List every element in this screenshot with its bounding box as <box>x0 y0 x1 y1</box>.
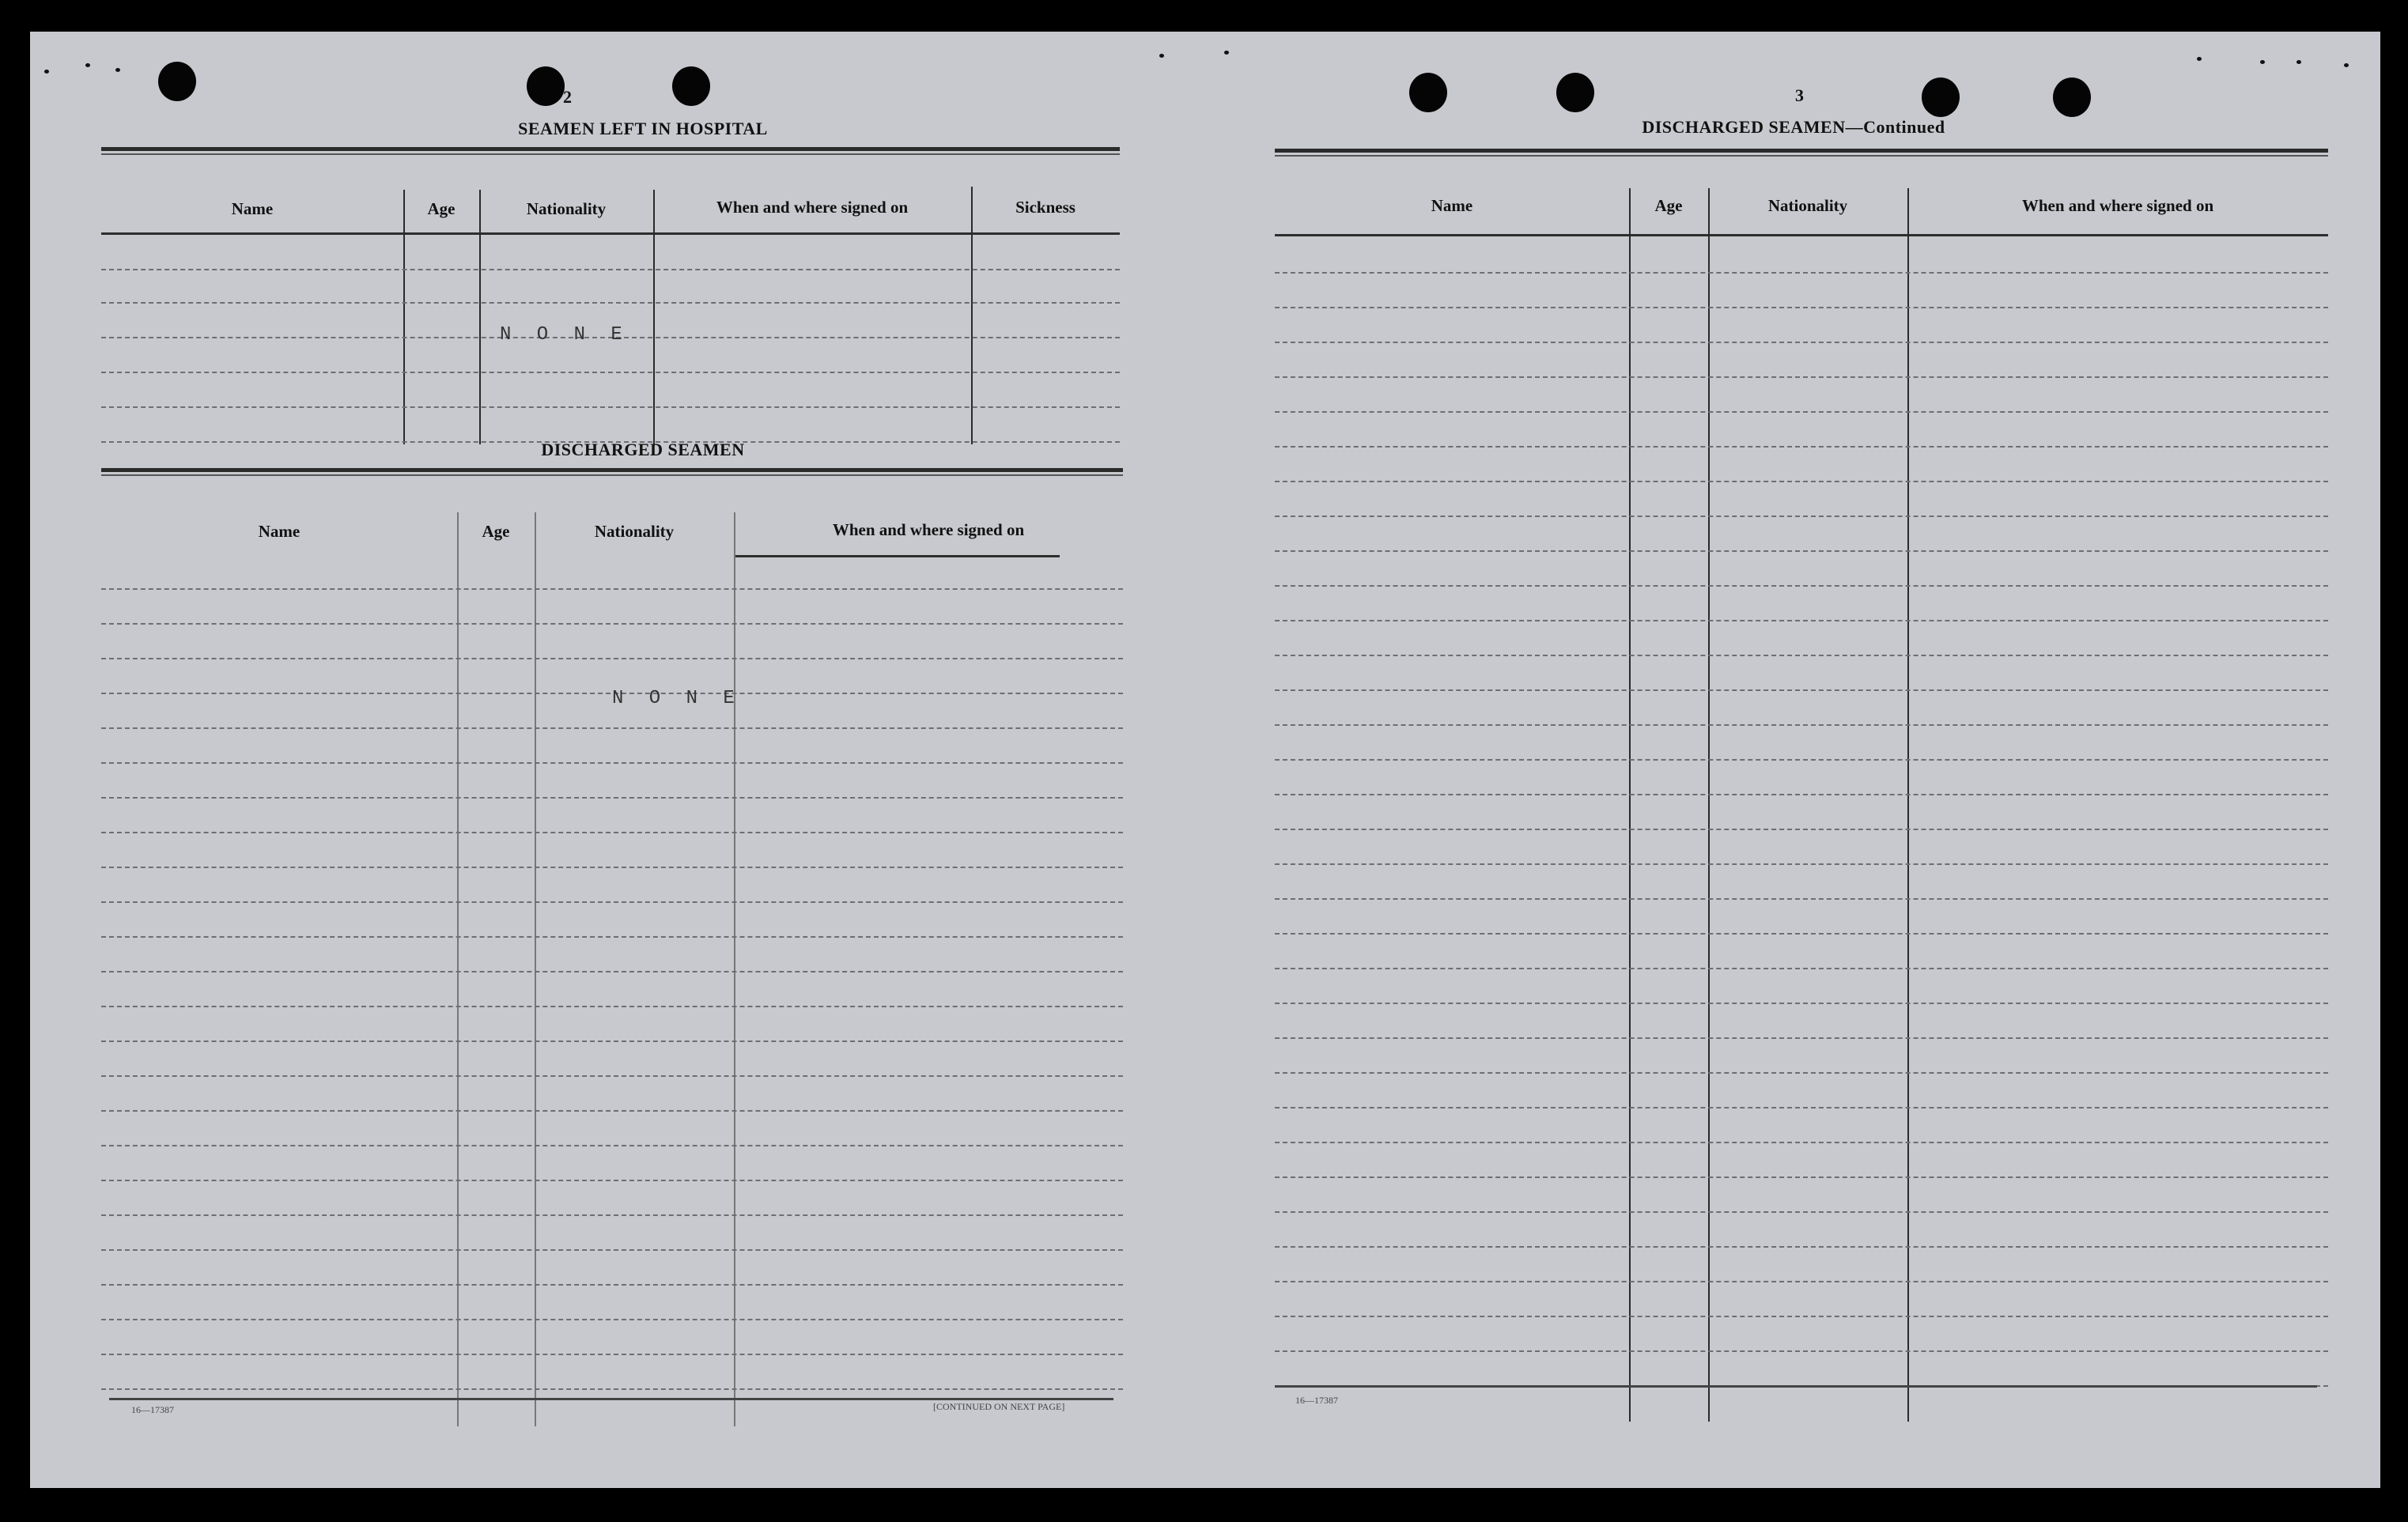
discharged-table <box>101 468 1123 1433</box>
discharged-continued-table <box>1275 149 2328 1429</box>
col-header-age: Age <box>1654 196 1683 215</box>
page-number-right: 3 <box>1795 85 1804 105</box>
col-header-when-where: When and where signed on <box>2021 196 2214 215</box>
discharged-continued-title: DISCHARGED SEAMEN—Continued <box>1642 117 1945 137</box>
footer-code-right: 16—17387 <box>1295 1395 1338 1406</box>
col-header-sickness: Sickness <box>1015 198 1075 217</box>
speck <box>2296 60 2301 64</box>
hospital-table <box>101 147 1120 448</box>
page-number-left: 2 <box>563 87 572 107</box>
speck <box>85 63 90 67</box>
col-header-name: Name <box>231 199 274 218</box>
speck <box>2197 57 2202 61</box>
punch-hole <box>672 66 710 106</box>
speck <box>1159 54 1164 58</box>
bottom-rule-right <box>1275 1385 2317 1388</box>
speck <box>2260 60 2265 64</box>
col-header-name: Name <box>258 522 301 541</box>
speck <box>1224 51 1229 55</box>
punch-hole <box>1556 73 1594 112</box>
bottom-rule-left <box>109 1398 1113 1400</box>
hospital-none-entry: N O N E <box>500 324 629 346</box>
col-header-nationality: Nationality <box>526 199 607 218</box>
punch-hole <box>1922 77 1960 117</box>
col-header-when-where: When and where signed on <box>716 198 909 217</box>
speck <box>115 68 120 72</box>
col-header-nationality: Nationality <box>594 522 675 541</box>
col-header-name: Name <box>1431 196 1473 215</box>
col-header-nationality: Nationality <box>1767 196 1848 215</box>
speck <box>44 70 49 74</box>
document-sheet <box>30 32 2380 1488</box>
speck <box>2344 63 2349 67</box>
footer-code-left: 16—17387 <box>131 1404 174 1415</box>
punch-hole <box>2053 77 2091 117</box>
discharged-section-title: DISCHARGED SEAMEN <box>541 440 745 459</box>
footer-continued: [CONTINUED ON NEXT PAGE] <box>933 1401 1065 1412</box>
punch-hole <box>1409 73 1447 112</box>
punch-hole <box>158 62 196 101</box>
hospital-section-title: SEAMEN LEFT IN HOSPITAL <box>518 119 768 138</box>
col-header-age: Age <box>482 522 510 541</box>
discharged-none-entry: N O N E <box>612 688 742 709</box>
punch-hole <box>527 66 565 106</box>
col-header-age: Age <box>427 199 456 218</box>
col-header-when-where: When and where signed on <box>832 520 1025 539</box>
